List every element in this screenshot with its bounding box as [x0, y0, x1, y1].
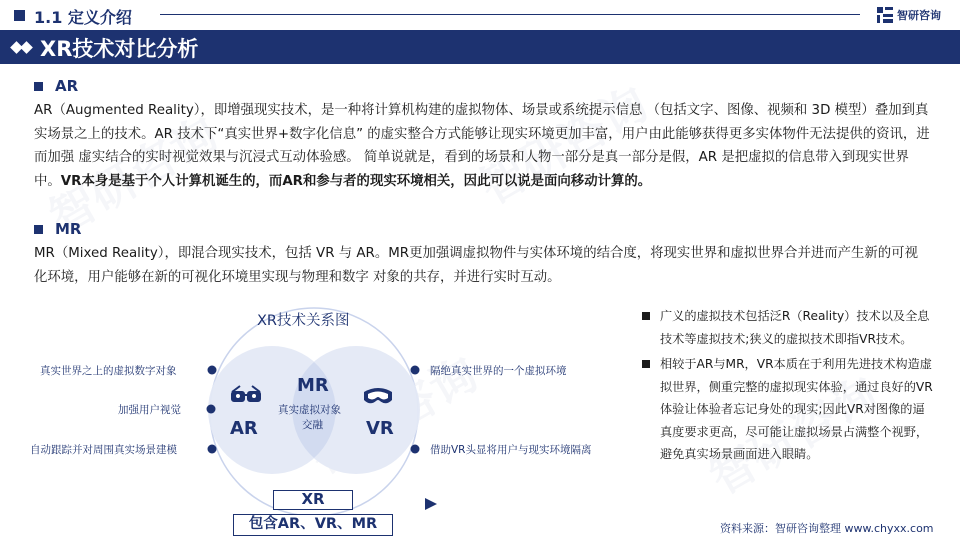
- diamond-icon: [10, 40, 36, 54]
- ar-paragraph-bold: VR本身是基于个人计算机诞生的，而AR和参与者的现实环境相关，因此可以说是面向移动计算的。: [60, 173, 652, 189]
- logo: [877, 7, 941, 23]
- mr-sub-label: 交融: [302, 419, 323, 431]
- connector-dot: [208, 445, 217, 454]
- top-header: [0, 0, 960, 30]
- section-marker: [14, 10, 25, 21]
- xr-relationship-diagram: [0, 300, 640, 540]
- logo-icon: [877, 7, 893, 23]
- bullet-list: [642, 305, 934, 469]
- include-box: 包含AR、VR、MR: [233, 514, 393, 536]
- logo-text: 智研咨询: [897, 9, 941, 22]
- list-bullet: [642, 312, 650, 320]
- right-label: 借助VR头显将用户与现实环境隔离: [430, 444, 592, 456]
- ar-paragraph-text: AR（Augmented Reality），即增强现实技术，是一种将计算机构建的虚拟物体、场景或系统提示信息 （包括文字、图像、视频和 3D 模型）叠加到真实场景之上的技术。AR 技术下“真实世界+数字化信息” 的虚实整合方式能够让现实环境更加丰富，用户由此能够获得更多实体物件无法提供的资讯，进而加强 虚实结合的实时视觉效果与沉浸式互动体验感。 简单说就是，看到的场景和人物一部分是真一部分是假，AR 是把虚拟的信息带入到现实世界中。: [34, 103, 930, 189]
- mr-paragraph: MR（Mixed Reality），即混合现实技术，包括 VR 与 AR。MR更加强调虚拟物件与实体环境的结合度，将现实世界和虚拟世界合并进而产生新的可视化环境，用户能够在新的可视化环境里实现与物理和数字 对象的共存，并进行实时互动。: [34, 246, 918, 285]
- connector-dot: [207, 405, 216, 414]
- list-item-text: 广义的虚拟技术包括泛R（Reality）技术以及全息技术等虚拟技术;狭义的虚拟技术即指VR技术。: [660, 309, 930, 346]
- right-label: 隔绝真实世界的一个虚拟环境: [430, 365, 567, 377]
- left-label: 自动跟踪并对周围真实场景建模: [30, 444, 177, 456]
- heading-bullet: [34, 225, 43, 234]
- list-bullet: [642, 360, 650, 368]
- left-label: 真实世界之上的虚拟数字对象: [40, 365, 177, 377]
- list-item: [642, 353, 934, 466]
- ar-heading-text: AR: [55, 77, 79, 95]
- header-rule: [160, 14, 860, 15]
- mr-sub-label: 真实虚拟对象: [278, 404, 341, 416]
- xr-box: XR: [273, 490, 353, 510]
- left-label: 加强用户视觉: [118, 404, 181, 416]
- list-item-text: 相较于AR与MR，VR本质在于利用先进技术构造虚拟世界，侧重完整的虚拟现实体验，通过良好的VR体验让体验者忘记身处的现实;因此VR对图像的逼真度要求更高，尽可能让虚拟场景占满整个视野，避免真实场景画面进入眼睛。: [660, 357, 933, 461]
- vr-label: VR: [366, 418, 394, 439]
- section-title: 1.1 定义介绍: [34, 8, 132, 27]
- diagram-title: XR技术关系图: [257, 313, 350, 329]
- ar-paragraph: [34, 99, 930, 193]
- connector-dot: [411, 445, 420, 454]
- ar-label: AR: [230, 418, 258, 439]
- page-title: XR技术对比分析: [40, 37, 199, 61]
- heading-bullet: [34, 82, 43, 91]
- mr-label: MR: [297, 375, 329, 396]
- mr-heading-text: MR: [55, 220, 82, 238]
- xr-arrow-head: [425, 498, 437, 510]
- ar-heading: [34, 77, 78, 95]
- mr-heading: [34, 220, 81, 238]
- connector-dot: [411, 366, 420, 375]
- source-note: 资料来源：智研咨询整理 www.chyxx.com: [720, 522, 934, 535]
- title-banner: [0, 30, 960, 64]
- connector-dot: [208, 366, 217, 375]
- list-item: [642, 305, 934, 350]
